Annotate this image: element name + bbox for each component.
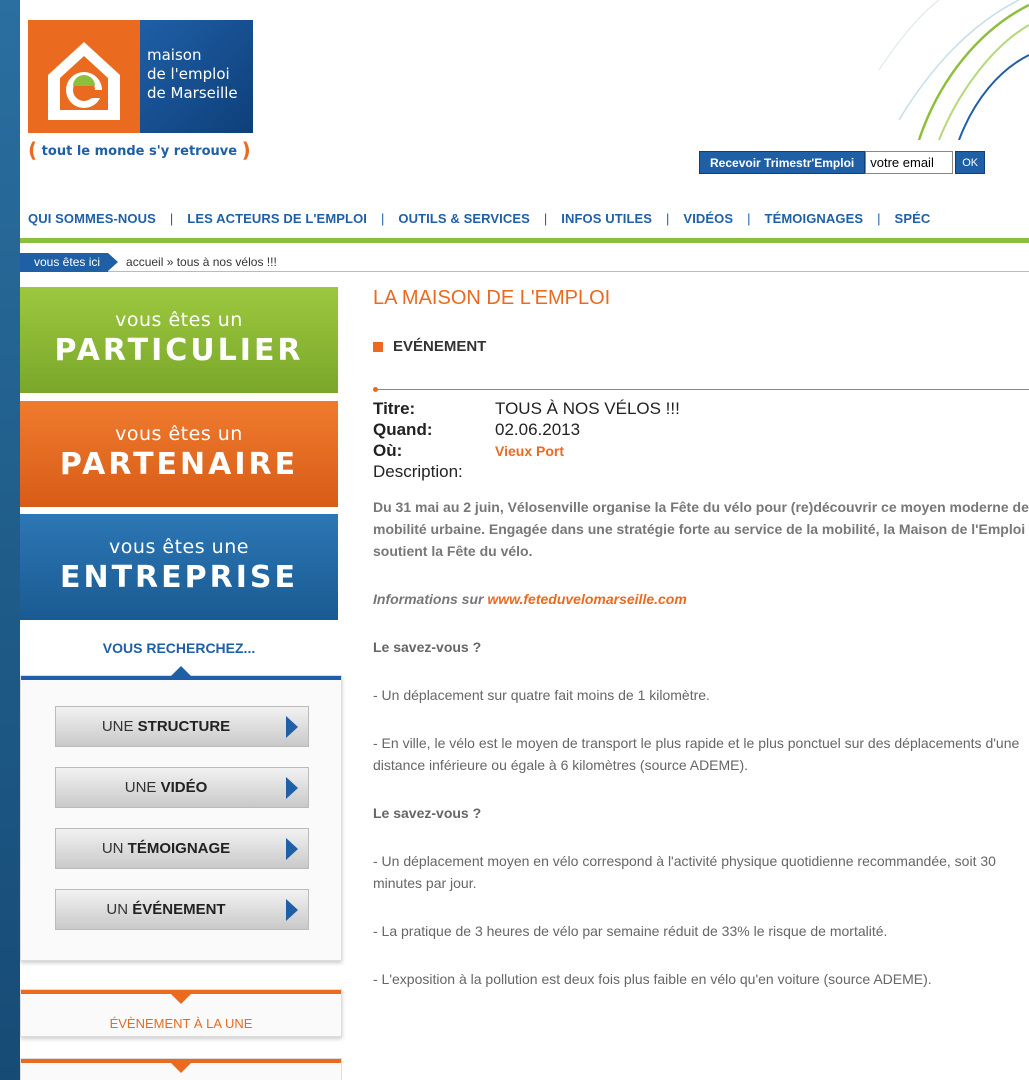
nav-divider (20, 238, 1029, 243)
triangle-down-icon (171, 994, 191, 1004)
more-info (373, 588, 1029, 610)
event-lead: Du 31 mai au 2 juin, Vélosenville organise la Fête du vélo pour (re)découvrir ce moyen moderne de mobilité urbaine. Engagée dans une stratégie forte au service de la mobilité, la Maison de l'Emploi soutient la Fête du vélo. (373, 499, 1029, 559)
button-label (56, 901, 276, 918)
email-field[interactable] (865, 151, 953, 174)
triangle-up-icon (171, 666, 191, 676)
button-label (56, 840, 276, 857)
nav-separator: | (169, 211, 174, 226)
entreprise-tile[interactable] (20, 514, 338, 620)
arrow-right-icon (286, 838, 298, 860)
logo-line: maison (147, 46, 202, 64)
breadcrumb (20, 253, 1029, 272)
next-panel (20, 1058, 342, 1080)
triangle-down-icon (171, 1063, 191, 1073)
field-label: Titre: (373, 398, 416, 418)
event-title: TOUS À NOS VÉLOS !!! (495, 398, 680, 418)
newsletter-button[interactable]: Recevoir Trimestr'Emploi (699, 151, 865, 174)
label-strong: VIDÉO (160, 779, 208, 796)
breadcrumb-path[interactable]: accueil » tous à nos vélos !!! (126, 255, 277, 269)
nav-item-special[interactable]: SPÉC (894, 211, 931, 226)
label-strong: ÉVÉNEMENT (132, 901, 226, 918)
nav-separator: | (543, 211, 548, 226)
tile-subtitle: vous êtes un (115, 309, 243, 331)
fact: - Un déplacement moyen en vélo correspond à l'activité physique quotidienne recommandée, soit 30 minutes par jour. (373, 853, 996, 891)
nav-item-videos[interactable]: VIDÉOS (683, 211, 734, 226)
tile-title: PARTICULIER (54, 333, 304, 368)
subheading: Le savez-vous ? (373, 805, 482, 821)
label-strong: TÉMOIGNAGE (127, 840, 231, 857)
nav-separator: | (666, 211, 670, 226)
tile-subtitle: vous êtes une (109, 536, 249, 558)
nav-separator: | (747, 211, 751, 226)
decorative-swoosh-graphic (799, 0, 1029, 140)
partenaire-tile[interactable] (20, 401, 338, 507)
nav-item-acteurs[interactable]: LES ACTEURS DE L'EMPLOI (187, 211, 367, 226)
newsletter-form (699, 151, 985, 174)
field-label: Description: (373, 461, 463, 481)
nav-item-qui-sommes-nous[interactable]: QUI SOMMES-NOUS (28, 211, 156, 226)
nav-item-infos[interactable]: INFOS UTILES (561, 211, 653, 226)
nav-item-temoignages[interactable]: TÉMOIGNAGES (764, 211, 864, 226)
arrow-right-icon (286, 777, 298, 799)
page (20, 0, 1029, 1080)
main-content (373, 287, 1029, 990)
search-video-button[interactable] (55, 767, 309, 808)
button-label (56, 779, 276, 796)
more-info-prefix: Informations sur (373, 591, 488, 607)
tile-title: PARTENAIRE (59, 447, 299, 482)
fact: - En ville, le vélo est le moyen de transport le plus rapide et le plus ponctuel sur des déplacements d'une distance inférieure ou égale à 6 kilomètres (source ADEME). (373, 735, 1020, 773)
info-row (373, 440, 1029, 461)
nav-separator: | (877, 211, 881, 226)
tagline (28, 138, 251, 162)
featured-event-label: ÉVÈNEMENT À LA UNE (109, 1016, 253, 1031)
arrow-right-icon (286, 716, 298, 738)
logo-text (147, 46, 238, 103)
website-link[interactable]: www.feteduvelomarseille.com (487, 591, 687, 607)
square-bullet-icon (373, 342, 383, 352)
event-location-link[interactable]: Vieux Port (495, 442, 564, 459)
fact: - L'exposition à la pollution est deux fois plus faible en vélo qu'en voiture (source ADEME). (373, 971, 932, 987)
search-heading: VOUS RECHERCHEZ... (102, 640, 256, 656)
fact: - Un déplacement sur quatre fait moins de 1 kilomètre. (373, 687, 710, 703)
field-label: Où: (373, 440, 403, 460)
site-logo[interactable] (28, 20, 253, 133)
label-strong: STRUCTURE (137, 718, 231, 735)
logo-house-mark (28, 20, 140, 133)
search-temoignage-button[interactable] (55, 828, 309, 869)
main-nav (28, 211, 930, 226)
divider (373, 389, 1029, 390)
label-prefix: UN (101, 840, 128, 857)
search-structure-button[interactable] (55, 706, 309, 747)
search-evenement-button[interactable] (55, 889, 309, 930)
breadcrumb-label: vous êtes ici (20, 253, 108, 272)
label-prefix: UNE (101, 718, 138, 735)
nav-item-outils[interactable]: OUTILS & SERVICES (398, 211, 530, 226)
field-label: Quand: (373, 419, 433, 439)
info-row (373, 398, 1029, 419)
tile-title: ENTREPRISE (59, 560, 298, 595)
featured-event-panel[interactable] (20, 989, 342, 1037)
particulier-tile[interactable] (20, 287, 338, 393)
nav-separator: | (381, 211, 385, 226)
tagline-text: tout le monde s'y retrouve (41, 144, 238, 159)
fact: - La pratique de 3 heures de vélo par semaine réduit de 33% le risque de mortalité. (373, 923, 888, 939)
search-panel (20, 675, 342, 961)
tile-subtitle: vous êtes un (115, 423, 243, 445)
event-date: 02.06.2013 (495, 419, 581, 439)
label-prefix: UNE (124, 779, 161, 796)
logo-line: de Marseille (147, 84, 238, 102)
label-prefix: UN (106, 901, 133, 918)
tagline-paren: ( (28, 138, 38, 162)
logo-line: de l'emploi (147, 65, 230, 83)
info-row (373, 419, 1029, 440)
info-row (373, 461, 1029, 482)
arrow-right-icon (286, 899, 298, 921)
section-heading (373, 338, 1029, 355)
subheading: Le savez-vous ? (373, 639, 482, 655)
page-title: LA MAISON DE L'EMPLOI (373, 287, 611, 309)
button-label (56, 718, 276, 735)
event-info (373, 398, 1029, 482)
tagline-paren: ) (241, 138, 251, 162)
page-background (0, 0, 20, 1080)
newsletter-ok-button[interactable]: OK (955, 151, 985, 174)
section-label: EVÉNEMENT (393, 338, 487, 355)
